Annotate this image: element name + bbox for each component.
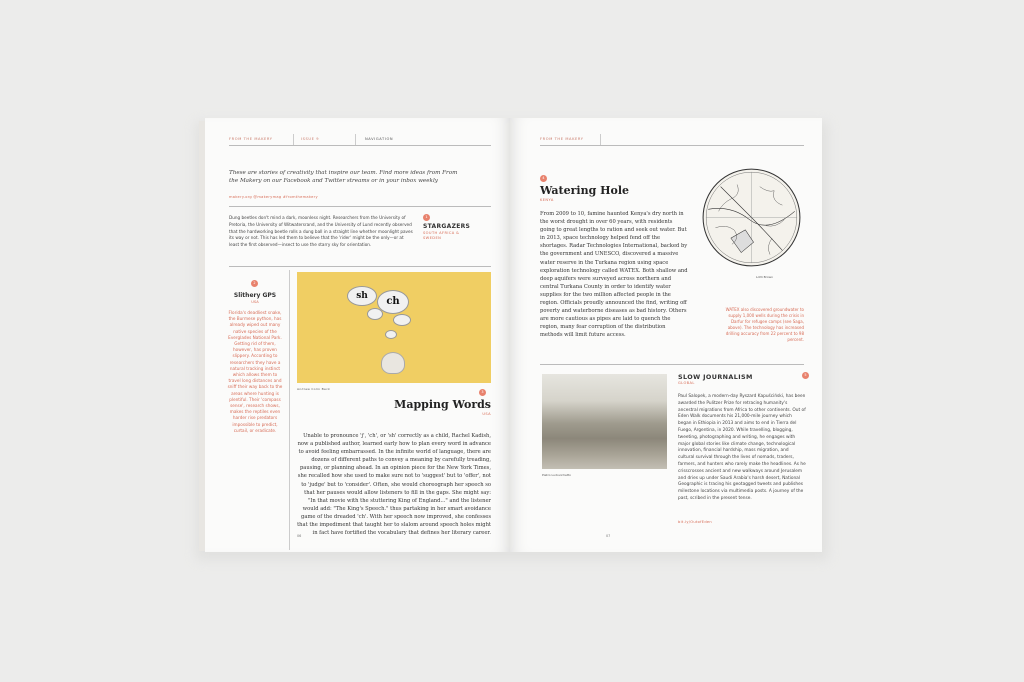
speech-bubble-small: [385, 330, 397, 339]
aquifer-map-illustration: [700, 166, 803, 269]
column-divider: [289, 270, 290, 550]
article-number: 2: [251, 280, 258, 287]
slithery-location: USA: [251, 300, 259, 304]
header-rule: [229, 145, 491, 146]
speech-bubble-small: [367, 308, 383, 320]
speech-bubble: sh: [347, 286, 377, 306]
social-links[interactable]: makery.org @makerymag #fromthemakery: [229, 195, 318, 199]
watering-hole-title: Watering Hole: [540, 184, 630, 197]
map-caption: WATEX also discovered groundwater to supply 1,000 wells during the crisis in Darfur for refugee camps (see Saga, above). The technology has increased drilling accuracy from 22 percent to 98 percent.: [725, 307, 804, 342]
intro-text: These are stories of creativity that inspire our team. Find more ideas from From the Makery on our Facebook and Twitter streams or in your inbox weekly: [229, 170, 458, 185]
speech-bubble-small: [393, 314, 411, 326]
mapping-words-body: Unable to pronounce 'j', 'ch', or 'sh' correctly as a child, Rachel Kadish, now a published author, learned early how to plan every word in advance to avoid feeling embarrassed. In the infinite world of language, there are dozens of different paths to convey a meaning by carefully treading, pausing, or planning ahead. In an opinion piece for the New York Times, she recalled how she used to make sure not to 'suggest' but to 'offer', not to 'judge' but to 'consider'. Often, she would choreograph her speech so that her pauses would allow listeners to fill in the gaps. She might say: "In that movie with the stuttering King of England..." and the listener would add: "The King's Speech." thus partaking in her smart avoidance game of the dreaded 'ch'. With her speech now improved, she confesses that the impediment that taught her to slalom around speech holes might in fact have fortified the vocabulary that defines her literary career.: [297, 433, 491, 537]
article-number: 5: [802, 372, 809, 379]
header-section: FROM THE MAKERY: [540, 137, 584, 141]
child-head-illustration: [381, 352, 405, 374]
speech-bubble: ch: [377, 290, 409, 314]
header-divider: [355, 134, 356, 145]
header-divider: [293, 134, 294, 145]
photo-credit: Pietro Ludovichetto: [542, 473, 572, 477]
slithery-title: Slithery GPS: [233, 292, 277, 299]
stargazers-title: STARGAZERS: [423, 223, 471, 230]
section-rule: [540, 364, 804, 365]
slow-journalism-location: GLOBAL: [678, 381, 695, 385]
right-page: [510, 118, 822, 552]
mapping-words-title: Mapping Words: [394, 398, 491, 411]
section-rule: [229, 206, 491, 207]
header-section: FROM THE MAKERY: [229, 137, 273, 141]
stargazers-body: Dung beetles don't mind a dark, moonless night. Researchers from the University of Pretoria, the University of Witwatersrand, and the University of Lund recently observed that the hardworking beetle rolls a dung ball in a straight line whether moonlight paves its way or not. This has led them to believe that the 'rider' might be the only—or at least the first observed—insect to use the starry sky for orientation.: [229, 215, 413, 248]
page-number: 06: [297, 534, 302, 538]
header-divider: [600, 134, 601, 145]
mountain-photo: [542, 374, 667, 469]
slow-journalism-link[interactable]: bit.ly/OutofEden: [678, 520, 712, 524]
article-number: 4: [540, 175, 547, 182]
stargazers-location: SOUTH AFRICA & SWEDEN: [423, 231, 460, 240]
header-issue: ISSUE 9: [301, 137, 320, 141]
illustration-credit: Andrew Colin Beck: [297, 387, 331, 391]
section-rule: [229, 266, 491, 267]
illustration-image: [297, 272, 491, 383]
watering-hole-location: KENYA: [540, 198, 554, 202]
header-rule: [540, 145, 804, 146]
page-number: 07: [606, 534, 611, 538]
slow-journalism-title: SLOW JOURNALISM: [678, 373, 753, 381]
map-credit: Lotti Brown: [756, 275, 774, 279]
article-number: 1: [423, 214, 430, 221]
watering-hole-body: From 2009 to 10, famine haunted Kenya's dry north in the worst drought in over 60 years, with residents going to great lengths to ration and seek out water. But in 2013, space technology helped fend off the shortages. Radar Technologies International, backed by the government and UNESCO, discovered a massive water reserve in the Turkana region using space exploration technology called WATEX. Both shallow and deep aquifers were surveyed across northern and central Turkana County in order to identify water supplies for the two million affected people in the region. Officials proudly announced the find, writing off poverty and waterborne diseases as bad history. Others are more cautious as pipes are laid to quench the region, many fear corruption of the distribution methods will limit future access.: [540, 211, 688, 339]
slithery-body: Florida's deadliest snake, the Burmese python, has already wiped out many native species of the Everglades National Park. Getting rid of them, however, has proven slippery. According to researchers they have a natural tracking instinct which allows them to travel long distances and sniff their way back to the areas where hunting is plentiful. Their 'compass sense', research shows, makes the reptiles even harder rise predators impossible to predict, curtail, or eradicate.: [227, 310, 283, 433]
article-number: 3: [479, 389, 486, 396]
header-nav: NAVIGATION: [365, 137, 394, 141]
left-page: [205, 118, 510, 552]
slow-journalism-body: Paul Salopek, a modern-day Ryszard Kapuściński, has been awarded the Pulitzer Prize for retracing humanity's ancestral migrations from Africa to other continents. Out of Eden Walk documents his 21,000-mile journey which began in Ethiopia in 2013 and aims to end in Tierra del Fuego, Argentina, in 2020. While travelling, blogging, tweeting, photographing and writing, he engages with major global stories like climate change, technological innovation, financial hardship, mass migration, and cultural survival through the lives of nomads, traders, farmers, and hunters who rarely make the headlines. As he crisscrosses ancient and new walkways around Jerusalem and dries up under Saudi Arabia's harsh desert, National Geographic is tracing his geotagged tweets and publishes milestone locations via multimedia posts. A journey of the past, scribed in the present tense.: [678, 394, 806, 501]
mapping-words-location: USA: [482, 412, 491, 416]
